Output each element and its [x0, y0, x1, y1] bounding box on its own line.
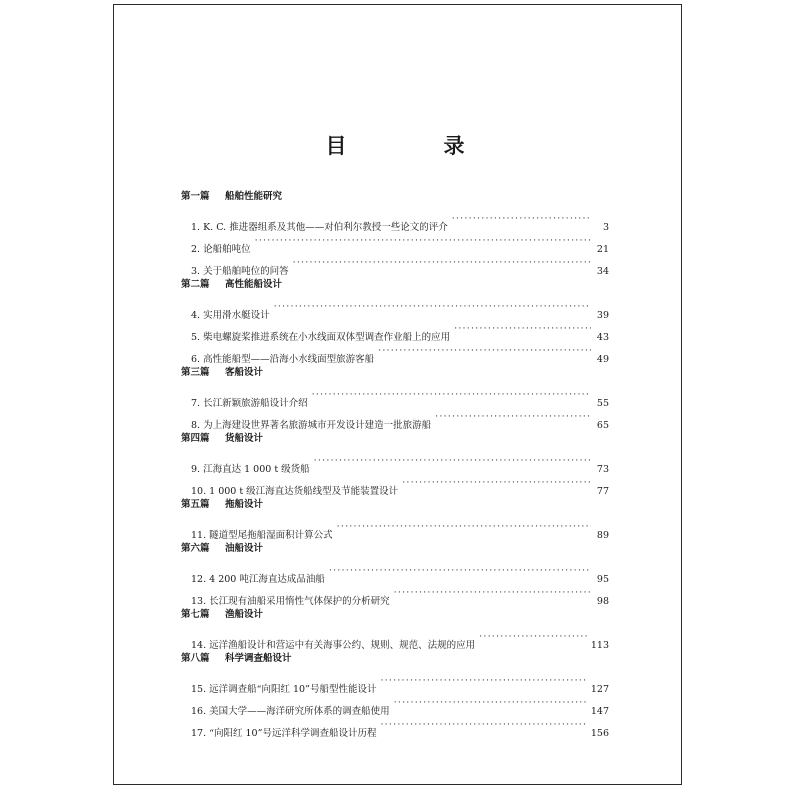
dot-leader: [394, 582, 591, 604]
dot-leader: [255, 230, 591, 252]
part-number: 第三篇: [181, 367, 210, 378]
entry-page-number: 156: [590, 728, 609, 739]
toc-entry[interactable]: [181, 208, 609, 233]
entry-title: 16. 美国大学——海洋研究所体系的调查船使用: [191, 706, 390, 717]
entry-title: 3. 关于船舶吨位的问答: [191, 266, 289, 277]
part-heading: [181, 362, 609, 384]
entry-page-number: 39: [596, 310, 609, 321]
entry-title: 14. 远洋渔船设计和营运中有关海事公约、规则、规范、法规的应用: [191, 640, 476, 651]
entry-page-number: 34: [596, 266, 609, 277]
dot-leader: [479, 626, 587, 648]
entry-page-number: 55: [596, 398, 609, 409]
entry-title: 9. 江海直达 1 000 t 级货船: [191, 464, 310, 475]
dot-leader: [435, 406, 591, 428]
toc-entry[interactable]: [181, 384, 609, 409]
entry-page-number: 147: [590, 706, 609, 717]
dot-leader: [454, 318, 591, 340]
dot-leader: [312, 384, 591, 406]
entry-title: 12. 4 200 吨江海直达成品油船: [191, 574, 325, 585]
entry-page-number: 98: [596, 596, 609, 607]
entry-page-number: 65: [596, 420, 609, 431]
entry-title: 2. 论船舶吨位: [191, 244, 251, 255]
part-name: 客船设计: [225, 367, 264, 378]
entry-title: 5. 柴电螺旋桨推进系统在小水线面双体型调查作业船上的应用: [191, 332, 451, 343]
part-name: 渔船设计: [225, 609, 264, 620]
dot-leader: [394, 692, 587, 714]
dot-leader: [452, 208, 591, 230]
toc-entry[interactable]: [181, 626, 609, 651]
dot-leader: [274, 296, 591, 318]
entry-page-number: 43: [596, 332, 609, 343]
dot-leader: [314, 450, 591, 472]
part-number: 第五篇: [181, 499, 210, 510]
toc-entry[interactable]: [181, 560, 609, 585]
entry-title: 15. 远洋调查船“向阳红 10”号船型性能设计: [191, 684, 377, 695]
entry-page-number: 89: [596, 530, 609, 541]
dot-leader: [293, 252, 591, 274]
part-number: 第一篇: [181, 191, 210, 202]
entry-page-number: 49: [596, 354, 609, 365]
toc-entry[interactable]: [181, 450, 609, 475]
entry-title: 4. 实用滑水艇设计: [191, 310, 270, 321]
part-number: 第四篇: [181, 433, 210, 444]
table-of-contents: [181, 186, 609, 739]
entry-page-number: 3: [602, 222, 609, 233]
toc-entry[interactable]: [181, 516, 609, 541]
part-heading: [181, 604, 609, 626]
dot-leader: [402, 472, 591, 494]
part-name: 高性能船设计: [225, 279, 283, 290]
entry-page-number: 77: [596, 486, 609, 497]
part-number: 第七篇: [181, 609, 210, 620]
entry-title: 8. 为上海建设世界著名旅游城市开发设计建造一批旅游船: [191, 420, 432, 431]
entry-page-number: 95: [596, 574, 609, 585]
page-title: 目 录: [325, 133, 503, 158]
part-name: 油船设计: [225, 543, 264, 554]
part-heading: [181, 186, 609, 208]
toc-entry[interactable]: [181, 670, 609, 695]
part-name: 拖船设计: [225, 499, 264, 510]
dot-leader: [329, 560, 591, 582]
part-number: 第八篇: [181, 653, 210, 664]
entry-page-number: 113: [590, 640, 609, 651]
toc-entry[interactable]: [181, 296, 609, 321]
part-number: 第六篇: [181, 543, 210, 554]
entry-title: 10. 1 000 t 级江海直达货船线型及节能装置设计: [191, 486, 399, 497]
entry-title: 11. 隧道型尾拖船湿面积计算公式: [191, 530, 333, 541]
entry-title: 13. 长江现有油船采用惰性气体保护的分析研究: [191, 596, 390, 607]
part-heading: [181, 274, 609, 296]
part-name: 船舶性能研究: [225, 191, 283, 202]
entry-page-number: 73: [596, 464, 609, 475]
dot-leader: [337, 516, 591, 538]
part-name: 科学调查船设计: [225, 653, 292, 664]
entry-page-number: 127: [590, 684, 609, 695]
dot-leader: [378, 340, 591, 362]
entry-title: 6. 高性能船型——沿海小水线面型旅游客船: [191, 354, 375, 365]
part-heading: [181, 538, 609, 560]
dot-leader: [380, 714, 586, 736]
part-number: 第二篇: [181, 279, 210, 290]
entry-title: 17. “向阳红 10”号远洋科学调查船设计历程: [191, 728, 377, 739]
part-name: 货船设计: [225, 433, 264, 444]
entry-title: 7. 长江新颖旅游船设计介绍: [191, 398, 308, 409]
entry-page-number: 21: [596, 244, 609, 255]
dot-leader: [380, 670, 586, 692]
entry-title: 1. K. C. 推进器组系及其他——对伯利尔教授一些论文的评介: [191, 222, 448, 233]
